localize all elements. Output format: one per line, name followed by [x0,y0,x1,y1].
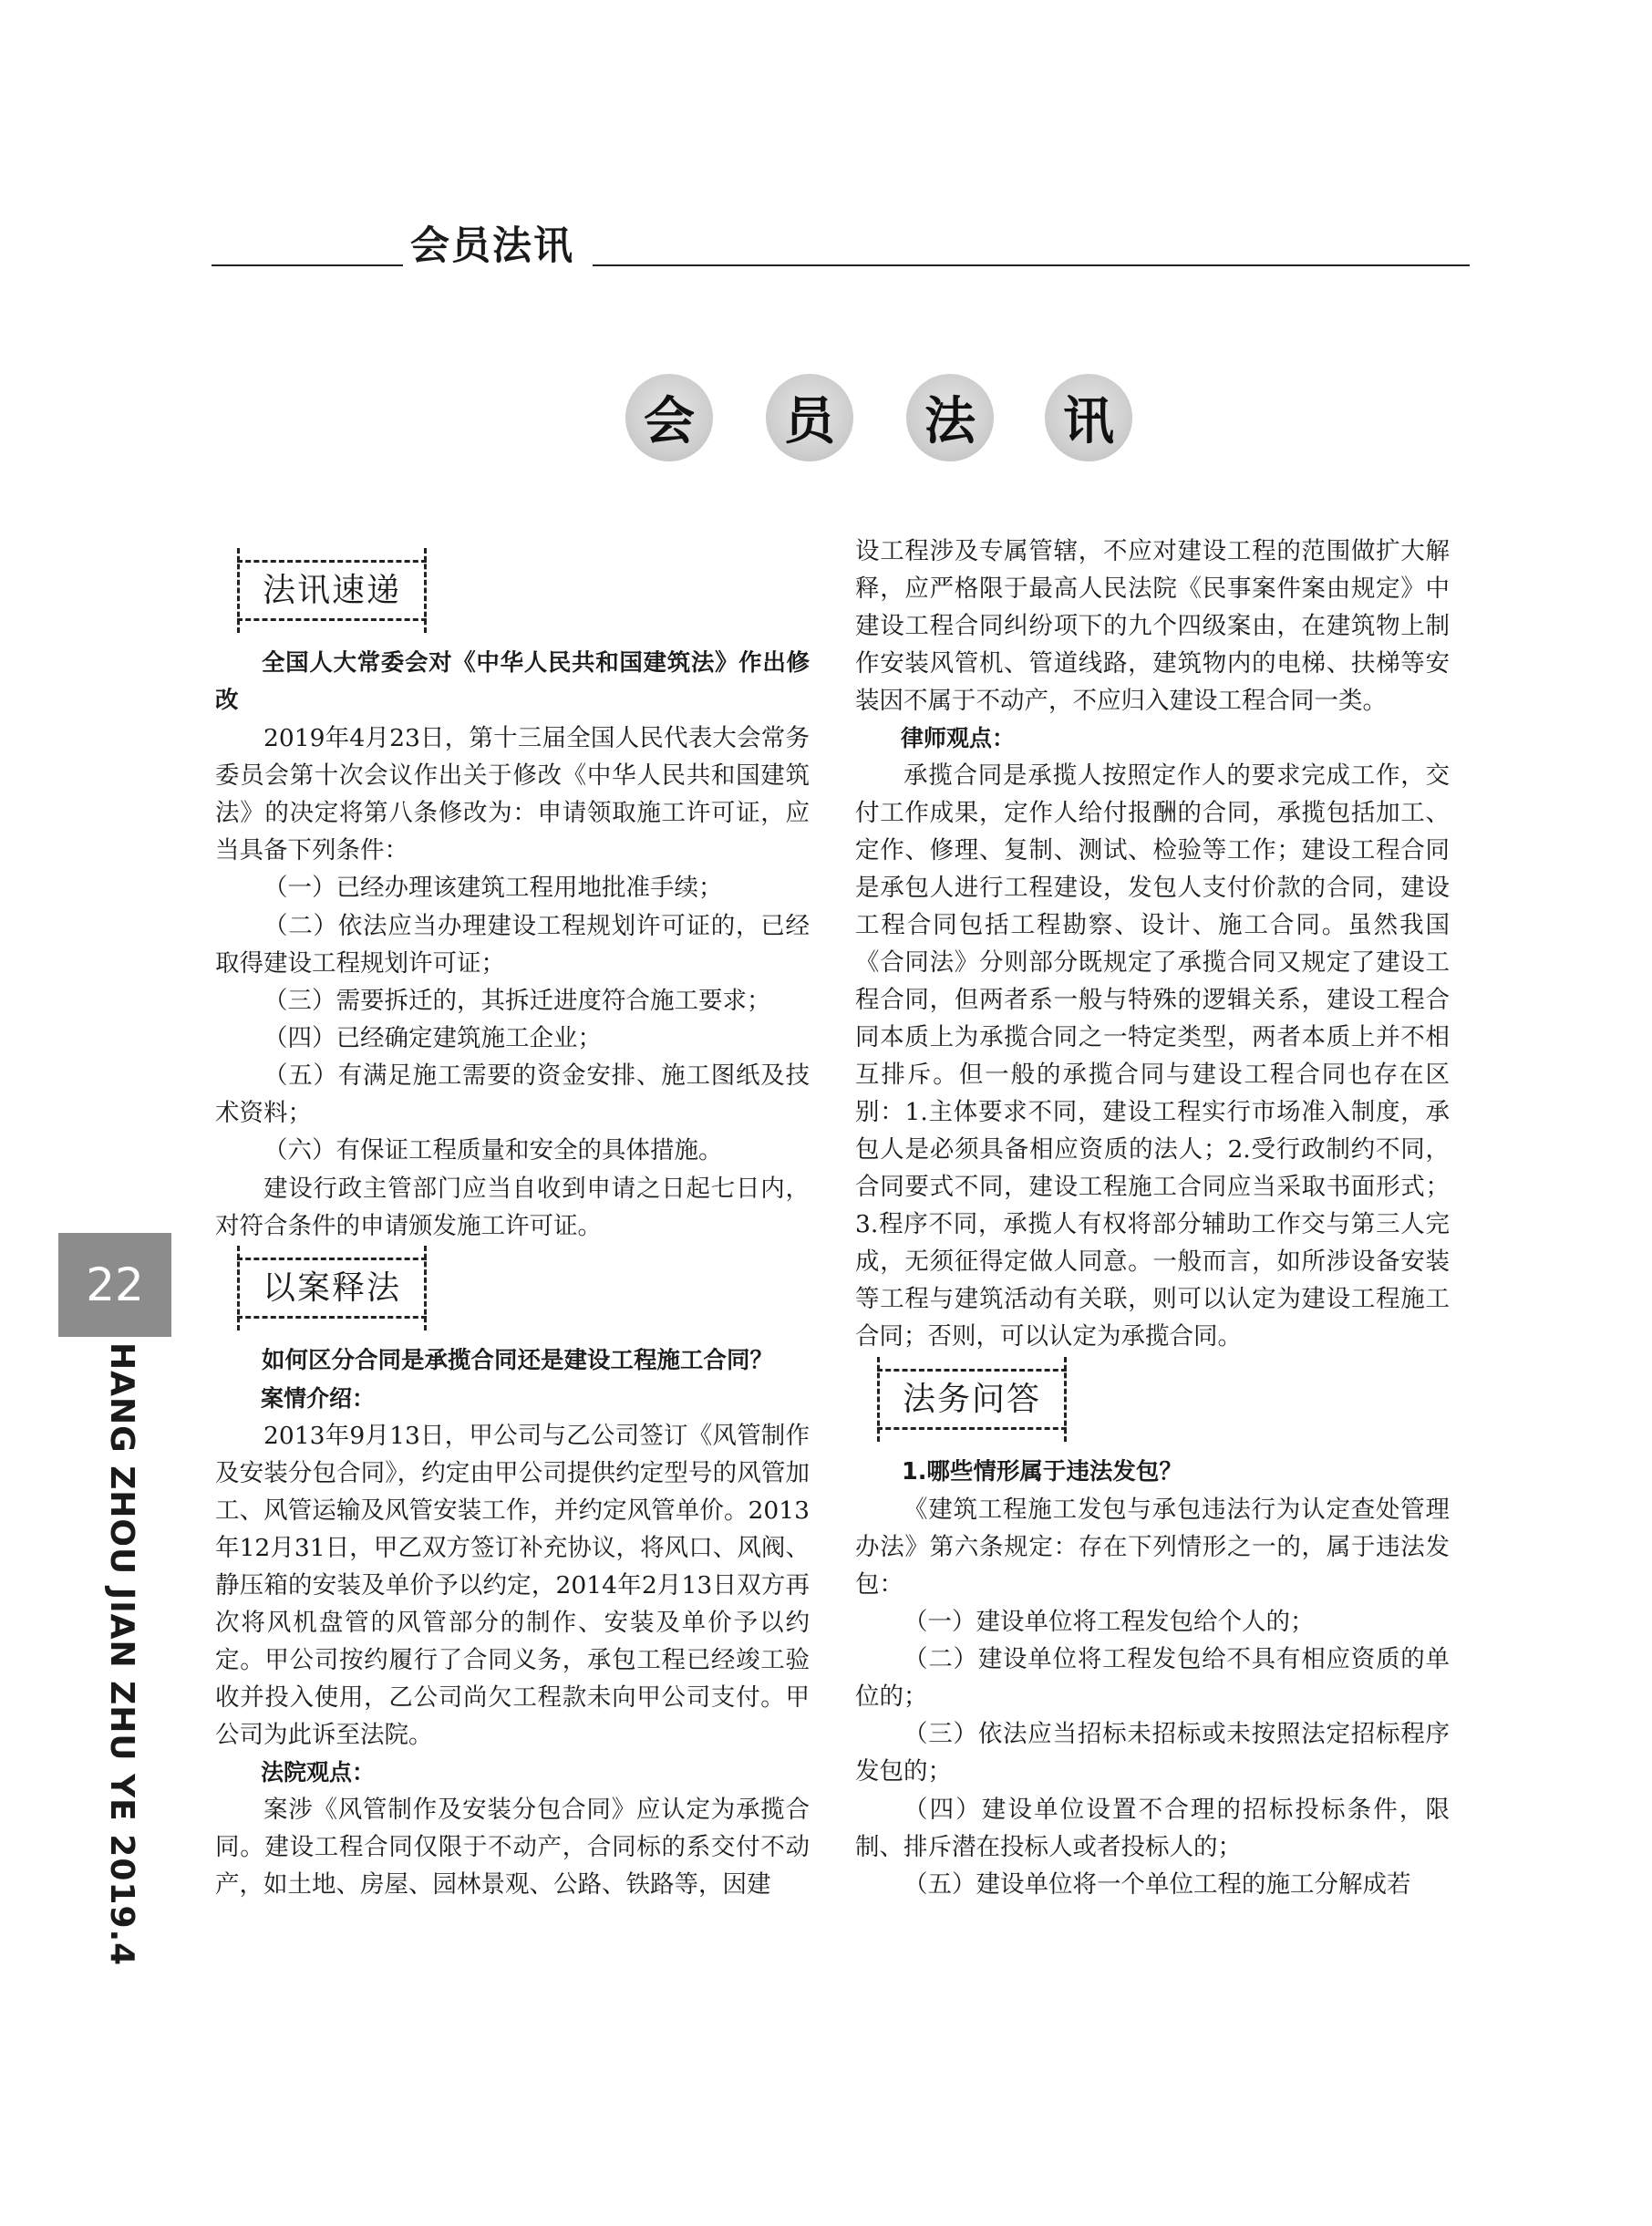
section-heading-news: 法讯速递 [237,560,427,621]
list-item: （四）建设单位设置不合理的招标投标条件，限制、排斥潜在投标人或者投标人的； [855,1795,1450,1861]
page-number: 22 [58,1233,171,1337]
court-opinion-paragraph: 案涉《风管制作及安装分包合同》应认定为承揽合同。建设工程合同仅限于不动产，合同标的系交付不动产，如土地、房屋、园林景观、公路、铁路等，因建 [215,1796,810,1900]
section-banner [0,374,1652,465]
list-item: （六）有保证工程质量和安全的具体措施。 [263,1136,723,1165]
list-item: （二）依法应当办理建设工程规划许可证的，已经取得建设工程规划许可证； [215,911,810,978]
court-opinion-continued: 设工程涉及专属管辖，不应对建设工程的范围做扩大解释，应严格限于最高人民法院《民事案件案由规定》中建设工程合同纠纷项下的九个四级案由，在建筑物上制作安装风管机、管道线路，建筑物内的电梯、扶梯等安装因不属于不动产，不应归入建设工程合同一类。 [855,537,1450,715]
qa-paragraph: 《建筑工程施工发包与承包违法行为认定查处管理办法》第六条规定：存在下列情形之一的，属于违法发包： [855,1495,1450,1599]
qa-title: 1.哪些情形属于违法发包？ [902,1457,1182,1486]
news-paragraph: 建设行政主管部门应当自收到申请之日起七日内，对符合条件的申请颁发施工许可证。 [215,1174,810,1240]
running-title: 会员法讯 [410,223,574,269]
list-item: （四）已经确定建筑施工企业； [263,1023,602,1052]
case-title: 如何区分合同是承揽合同还是建设工程施工合同？ [262,1346,774,1374]
case-intro-label: 案情介绍： [261,1384,376,1412]
running-header [212,212,1470,268]
court-opinion-label: 法院观点： [261,1759,376,1786]
header-rule-right [593,264,1470,266]
list-item: （二）建设单位将工程发包给不具有相应资质的单位的； [855,1645,1450,1712]
right-column [855,533,1450,1903]
lawyer-opinion-paragraph: 承揽合同是承揽人按照定作人的要求完成工作，交付工作成果，定作人给付报酬的合同，承揽包括加工、定作、修理、复制、测试、检验等工作；建设工程合同是承包人进行工程建设，发包人支付价款的合同，建设工程合同包括工程勘察、设计、施工合同。虽然我国《合同法》分则部分既规定了承揽合同又规定了建设工程合同，但两者系一般与特殊的逻辑关系，建设工程合同本质上为承揽合同之一特定类型，两者本质上并不相互排斥。但一般的承揽合同与建设工程合同也存在区别：1.主体要求不同，建设工程实行市场准入制度，承包人是必须具备相应资质的法人；2.受行政制约不同，合同要式不同，建设工程施工合同应当采取书面形式；3.程序不同，承揽人有权将部分辅助工作交与第三人完成，无须征得定做人同意。一般而言，如所涉设备安装等工程与建筑活动有关联，则可以认定为建设工程施工合同；否则，可以认定为承揽合同。 [855,761,1450,1351]
left-column [215,547,810,1904]
list-item: （五）建设单位将一个单位工程的施工分解成若 [903,1869,1411,1899]
list-item: （一）已经办理该建筑工程用地批准手续； [263,874,723,903]
list-item: （五）有满足施工需要的资金安排、施工图纸及技术资料； [215,1061,810,1128]
banner-char: 会 [625,374,713,461]
news-paragraph: 2019年4月23日，第十三届全国人民代表大会常务委员会第十次会议作出关于修改《中华人民共和国建筑法》的决定将第八条修改为：申请领取施工许可证，应当具备下列条件： [215,724,810,865]
journal-vertical-label: HANG ZHOU JIAN ZHU YE 2019.4 [103,1342,140,1967]
lawyer-opinion-label: 律师观点： [901,725,1016,752]
list-item: （三）需要拆迁的，其拆迁进度符合施工要求； [263,986,771,1015]
banner-char: 讯 [1045,374,1132,461]
case-intro-paragraph: 2013年9月13日，甲公司与乙公司签订《风管制作及安装分包合同》，约定由甲公司提供约定型号的风管加工、风管运输及风管安装工作，并约定风管单价。2013年12月31日，甲乙双方签订补充协议，将风口、风阀、静压箱的安装及单价予以约定，2014年2月13日双方再次将风机盘管的风管部分的制作、安装及单价予以约定。甲公司按约履行了合同义务，承包工程已经竣工验收并投入使用，乙公司尚欠工程款未向甲公司支付。甲公司为此诉至法院。 [215,1422,810,1750]
news-title: 全国人大常委会对《中华人民共和国建筑法》作出修改 [215,649,810,714]
banner-char: 员 [766,374,853,461]
section-heading-qa: 法务问答 [877,1369,1067,1430]
list-item: （一）建设单位将工程发包给个人的； [903,1607,1315,1636]
banner-char: 法 [906,374,994,461]
list-item: （三）依法应当招标未招标或未按照法定招标程序发包的； [855,1720,1450,1786]
section-heading-cases: 以案释法 [237,1258,427,1319]
header-rule-left [212,264,403,266]
